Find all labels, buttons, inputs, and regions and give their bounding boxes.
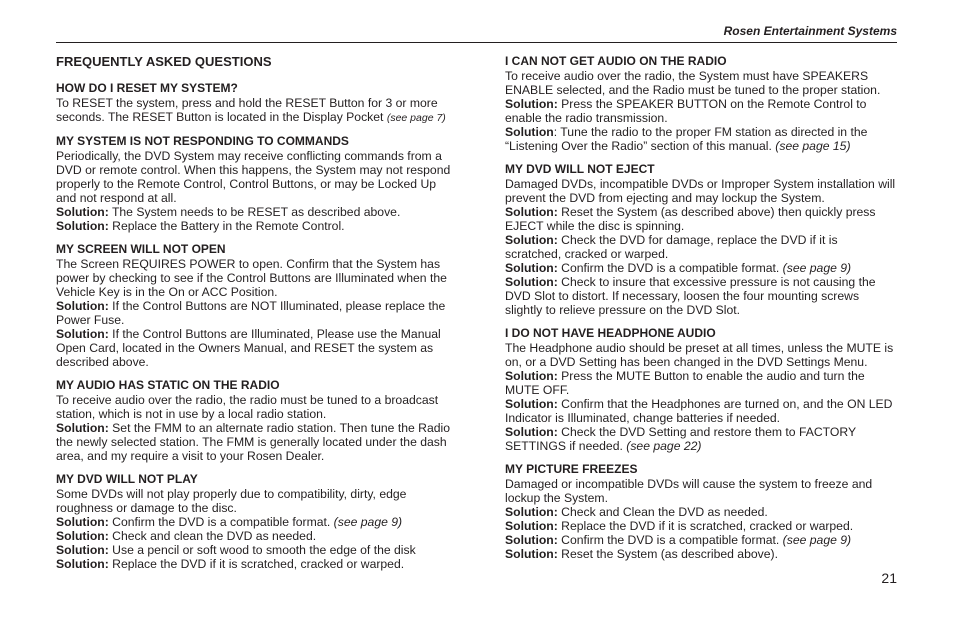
paragraph-text: Confirm that the Headphones are turned on, and the ON LED Indicator is Illuminated, change batteries if needed.: [505, 397, 893, 425]
solution-paragraph: [505, 261, 897, 275]
paragraph-text: Use a pencil or soft wood to smooth the edge of the disk: [108, 543, 416, 557]
solution-label: Solution:: [56, 205, 109, 219]
solution-paragraph: [505, 275, 897, 317]
faq-description: [56, 393, 458, 421]
left-column: [56, 54, 458, 580]
solution-label: Solution:: [56, 515, 109, 529]
faq-question: MY AUDIO HAS STATIC ON THE RADIO: [56, 378, 280, 392]
faq-question: MY DVD WILL NOT EJECT: [505, 162, 655, 176]
faq-description: [505, 341, 897, 369]
solution-paragraph: [56, 327, 458, 369]
faq-question: HOW DO I RESET MY SYSTEM?: [56, 81, 238, 95]
paragraph-text: Check and Clean the DVD as needed.: [557, 505, 768, 519]
solution-label: Solution:: [56, 529, 109, 543]
header-rule: [56, 42, 897, 43]
faq-question: MY SCREEN WILL NOT OPEN: [56, 242, 226, 256]
faq-description: [505, 477, 897, 505]
paragraph-text: Check to insure that excessive pressure is not causing the DVD Slot to distort. If necessary, loosen the four mounting screws slightly to relieve pressure on the DVD Slot.: [505, 275, 876, 317]
paragraph-text: Confirm the DVD is a compatible format.: [557, 261, 783, 275]
paragraph-text: Damaged or incompatible DVDs will cause the system to freeze and lockup the System.: [505, 477, 873, 505]
faq-description: [56, 96, 458, 125]
page-reference: (see page 15): [775, 139, 851, 153]
paragraph-text: : Tune the radio to the proper FM station as directed in the “Listening Over the Radio” section of this manual.: [505, 125, 868, 153]
faq-question: I DO NOT HAVE HEADPHONE AUDIO: [505, 326, 716, 340]
solution-label: Solution:: [505, 369, 558, 383]
solution-label: Solution:: [505, 275, 558, 289]
page-number: 21: [881, 570, 897, 586]
solution-paragraph: [505, 505, 897, 519]
solution-paragraph: [56, 543, 458, 557]
solution-paragraph: [505, 397, 897, 425]
right-column: [505, 54, 897, 570]
paragraph-text: Some DVDs will not play properly due to compatibility, dirty, edge roughness or damage to the disc.: [56, 487, 407, 515]
faq-section: [505, 162, 897, 317]
paragraph-text: Periodically, the DVD System may receive conflicting commands from a DVD or remote control. When this happens, the System may not respond properly to the Remote Control, Control Buttons, or may be Locked Up and not respond at all.: [56, 149, 451, 205]
paragraph-text: To receive audio over the radio, the System must have SPEAKERS ENABLE selected, and the Radio must be tuned to the proper station.: [505, 69, 881, 97]
paragraph-text: Press the SPEAKER BUTTON on the Remote Control to enable the radio transmission.: [505, 97, 867, 125]
faq-description: [505, 177, 897, 205]
solution-label: Solution: [505, 125, 554, 139]
solution-label: Solution:: [56, 219, 109, 233]
solution-paragraph: [505, 425, 897, 453]
page-reference: (see page 7): [386, 112, 446, 124]
solution-paragraph: [505, 519, 897, 533]
solution-paragraph: [505, 369, 897, 397]
solution-label: Solution:: [56, 543, 109, 557]
paragraph-text: Confirm the DVD is a compatible format.: [557, 533, 783, 547]
faq-section: [56, 81, 458, 125]
page-reference: (see page 22): [626, 439, 702, 453]
paragraph-text: Press the MUTE Button to enable the audio and turn the MUTE OFF.: [505, 369, 865, 397]
paragraph-text: Replace the DVD if it is scratched, cracked or warped.: [108, 557, 405, 571]
faq-description: [505, 69, 897, 97]
faq-description: [56, 487, 458, 515]
solution-paragraph: [56, 515, 458, 529]
paragraph-text: The System needs to be RESET as described above.: [108, 205, 401, 219]
page-reference: (see page 9): [333, 515, 403, 529]
solution-paragraph: [505, 125, 897, 153]
solution-label: Solution:: [56, 421, 109, 435]
solution-paragraph: [505, 547, 897, 561]
page-reference: (see page 9): [782, 261, 852, 275]
paragraph-text: Replace the Battery in the Remote Control.: [108, 219, 345, 233]
paragraph-text: Check and clean the DVD as needed.: [108, 529, 317, 543]
faq-section: [505, 54, 897, 153]
running-header: Rosen Entertainment Systems: [723, 24, 897, 38]
paragraph-text: To RESET the system, press and hold the RESET Button for 3 or more seconds. The RESET Button is located in the Display Pocket: [56, 96, 438, 124]
solution-paragraph: [505, 97, 897, 125]
faq-question: MY PICTURE FREEZES: [505, 462, 638, 476]
paragraph-text: Reset the System (as described above).: [557, 547, 778, 561]
solution-label: Solution:: [505, 397, 558, 411]
paragraph-text: Confirm the DVD is a compatible format.: [108, 515, 334, 529]
paragraph-text: If the Control Buttons are Illuminated, Please use the Manual Open Card, located in the Owners Manual, and RESET the system as described above.: [56, 327, 441, 369]
faq-description: [56, 257, 458, 299]
faq-section: [56, 242, 458, 369]
solution-label: Solution:: [505, 505, 558, 519]
faq-question: I CAN NOT GET AUDIO ON THE RADIO: [505, 54, 727, 68]
solution-label: Solution:: [505, 261, 558, 275]
solution-label: Solution:: [505, 97, 558, 111]
faq-section: [56, 378, 458, 463]
solution-label: Solution:: [505, 233, 558, 247]
solution-paragraph: [56, 219, 458, 233]
paragraph-text: Check the DVD for damage, replace the DVD if it is scratched, cracked or warped.: [505, 233, 838, 261]
solution-paragraph: [56, 299, 458, 327]
page-reference: (see page 9): [782, 533, 852, 547]
solution-label: Solution:: [505, 533, 558, 547]
paragraph-text: Set the FMM to an alternate radio station. Then tune the Radio the newly selected station. The FMM is generally located under the dash area, and my require a visit to your Rosen Dealer.: [56, 421, 451, 463]
faq-section: [56, 472, 458, 571]
paragraph-text: The Headphone audio should be preset at all times, unless the MUTE is on, or a DVD Setting has been changed in the DVD Settings Menu.: [505, 341, 894, 369]
faq-section: [505, 326, 897, 453]
solution-paragraph: [505, 233, 897, 261]
paragraph-text: Reset the System (as described above) then quickly press EJECT while the disc is spinning.: [505, 205, 876, 233]
solution-label: Solution:: [505, 425, 558, 439]
faq-section: [505, 462, 897, 561]
paragraph-text: Replace the DVD if it is scratched, cracked or warped.: [557, 519, 854, 533]
solution-paragraph: [505, 205, 897, 233]
paragraph-text: Check the DVD Setting and restore them to FACTORY SETTINGS if needed.: [505, 425, 856, 453]
solution-paragraph: [505, 533, 897, 547]
faq-section: [56, 134, 458, 233]
paragraph-text: To receive audio over the radio, the radio must be tuned to a broadcast station, which is not in use by a local radio station.: [56, 393, 439, 421]
solution-label: Solution:: [56, 327, 109, 341]
faq-question: MY DVD WILL NOT PLAY: [56, 472, 198, 486]
solution-paragraph: [56, 529, 458, 543]
solution-paragraph: [56, 205, 458, 219]
faq-question: MY SYSTEM IS NOT RESPONDING TO COMMANDS: [56, 134, 349, 148]
solution-label: Solution:: [56, 299, 109, 313]
paragraph-text: The Screen REQUIRES POWER to open. Confirm that the System has power by checking to see if the Control Buttons are Illuminated when the Vehicle Key is in the On or ACC Position.: [56, 257, 447, 299]
page-title: FREQUENTLY ASKED QUESTIONS: [56, 54, 272, 69]
paragraph-text: Damaged DVDs, incompatible DVDs or Improper System installation will prevent the DVD from ejecting and may lockup the System.: [505, 177, 896, 205]
paragraph-text: If the Control Buttons are NOT Illuminated, please replace the Power Fuse.: [56, 299, 446, 327]
solution-label: Solution:: [505, 519, 558, 533]
faq-description: [56, 149, 458, 205]
solution-paragraph: [56, 557, 458, 571]
solution-label: Solution:: [56, 557, 109, 571]
solution-label: Solution:: [505, 205, 558, 219]
solution-paragraph: [56, 421, 458, 463]
solution-label: Solution:: [505, 547, 558, 561]
